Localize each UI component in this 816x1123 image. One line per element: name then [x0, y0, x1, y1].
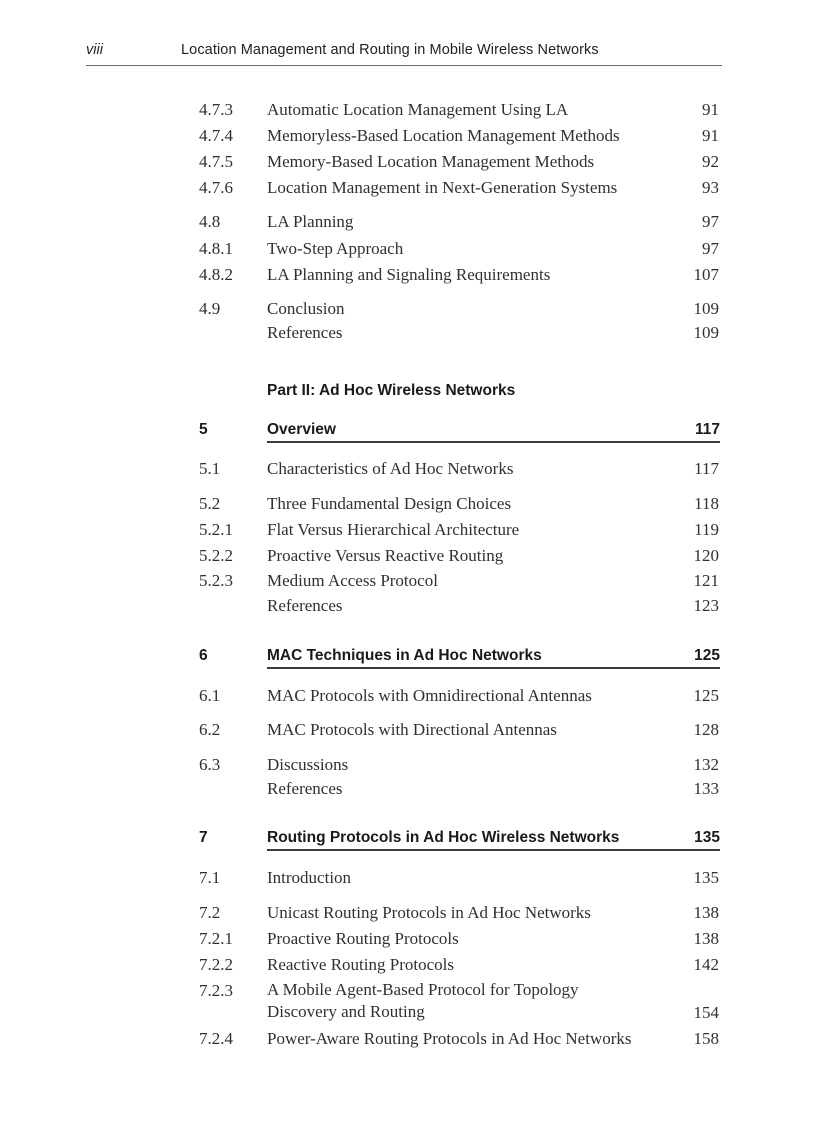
- entry-number: 4.9: [199, 299, 221, 318]
- entry-number: 6.2: [199, 720, 221, 739]
- entry-page: 117: [694, 459, 719, 478]
- chapter-rule: [267, 419, 720, 443]
- entry-number: 4.8.2: [199, 265, 233, 284]
- entry-title-line-2: Discovery and Routing: [267, 1002, 425, 1021]
- entry-title: Two-Step Approach: [267, 239, 404, 258]
- toc-entry[interactable]: [0, 124, 816, 148]
- running-header: [86, 41, 722, 66]
- entry-page: 123: [693, 596, 719, 615]
- entry-page: 97: [702, 239, 719, 258]
- entry-title: Power-Aware Routing Protocols in Ad Hoc Networks: [267, 1029, 632, 1048]
- entry-number: 4.7.6: [199, 178, 233, 197]
- toc-entry[interactable]: [0, 321, 816, 345]
- toc-entry[interactable]: [0, 569, 816, 593]
- chapter-number: 6: [199, 647, 208, 664]
- chapter-page: 125: [694, 647, 720, 664]
- toc-entry[interactable]: [0, 901, 816, 925]
- entry-number: 4.7.3: [199, 100, 233, 119]
- entry-title: Automatic Location Management Using LA: [267, 100, 569, 119]
- entry-title: MAC Protocols with Directional Antennas: [267, 720, 557, 739]
- entry-title: Proactive Versus Reactive Routing: [267, 546, 504, 565]
- entry-title-line-1: A Mobile Agent-Based Protocol for Topology: [267, 980, 579, 999]
- part-heading: Part II: Ad Hoc Wireless Networks: [267, 382, 516, 399]
- entry-number: 4.7.4: [199, 126, 233, 145]
- page-folio: viii: [86, 42, 103, 58]
- entry-title: [267, 979, 579, 1023]
- chapter-title: Routing Protocols in Ad Hoc Wireless Networks: [267, 829, 620, 846]
- entry-number: 5.1: [199, 459, 221, 478]
- chapter-heading[interactable]: [0, 419, 816, 445]
- entry-number: 5.2: [199, 494, 221, 513]
- chapter-page: 135: [694, 829, 720, 846]
- entry-page: 142: [693, 955, 719, 974]
- entry-title: Proactive Routing Protocols: [267, 929, 459, 948]
- toc-entry[interactable]: [0, 753, 816, 777]
- entry-number: 6.3: [199, 755, 221, 774]
- entry-number: 5.2.1: [199, 520, 233, 539]
- toc-entry[interactable]: [0, 457, 816, 481]
- entry-number: 4.8: [199, 212, 221, 231]
- entry-title: References: [267, 596, 343, 615]
- entry-number: 7.2: [199, 903, 221, 922]
- entry-number: 6.1: [199, 686, 221, 705]
- entry-number: 7.2.3: [199, 981, 233, 1000]
- entry-title: Characteristics of Ad Hoc Networks: [267, 459, 514, 478]
- toc-entry[interactable]: [0, 297, 816, 321]
- chapter-rule: [267, 827, 720, 851]
- entry-page: 119: [694, 520, 719, 539]
- entry-page: 97: [702, 212, 719, 231]
- entry-title: Medium Access Protocol: [267, 571, 438, 590]
- toc-entry[interactable]: [0, 98, 816, 122]
- entry-title: Memory-Based Location Management Methods: [267, 152, 595, 171]
- toc-entry[interactable]: [0, 927, 816, 951]
- entry-title: LA Planning: [267, 212, 354, 231]
- toc-entry[interactable]: [0, 866, 816, 890]
- entry-page: 125: [693, 686, 719, 705]
- toc-entry[interactable]: [0, 953, 816, 977]
- entry-page: 91: [702, 126, 719, 145]
- toc-entry[interactable]: [0, 979, 816, 1025]
- entry-title: Introduction: [267, 868, 352, 887]
- entry-page: 154: [693, 1003, 719, 1022]
- entry-page: 107: [693, 265, 719, 284]
- entry-page: 121: [693, 571, 719, 590]
- entry-number: 7.2.1: [199, 929, 233, 948]
- entry-page: 133: [693, 779, 719, 798]
- running-title: Location Management and Routing in Mobile Wireless Networks: [181, 42, 599, 58]
- entry-number: 5.2.2: [199, 546, 233, 565]
- entry-title: Memoryless-Based Location Management Methods: [267, 126, 620, 145]
- entry-page: 132: [693, 755, 719, 774]
- entry-title: Unicast Routing Protocols in Ad Hoc Networks: [267, 903, 591, 922]
- entry-page: 92: [702, 152, 719, 171]
- toc-entry[interactable]: [0, 518, 816, 542]
- entry-title: Discussions: [267, 755, 349, 774]
- entry-page: 135: [693, 868, 719, 887]
- entry-number: 7.1: [199, 868, 221, 887]
- entry-page: 93: [702, 178, 719, 197]
- entry-page: 138: [693, 929, 719, 948]
- toc-entry[interactable]: [0, 210, 816, 234]
- toc-entry[interactable]: [0, 1027, 816, 1051]
- entry-page: 120: [693, 546, 719, 565]
- entry-number: 4.7.5: [199, 152, 233, 171]
- entry-number: 7.2.2: [199, 955, 233, 974]
- toc-entry[interactable]: [0, 594, 816, 618]
- entry-page: 118: [694, 494, 719, 513]
- entry-title: LA Planning and Signaling Requirements: [267, 265, 551, 284]
- entry-title: MAC Protocols with Omnidirectional Antennas: [267, 686, 592, 705]
- entry-title: References: [267, 323, 343, 342]
- entry-page: 91: [702, 100, 719, 119]
- entry-title: References: [267, 779, 343, 798]
- entry-title: Three Fundamental Design Choices: [267, 494, 512, 513]
- entry-page: 128: [693, 720, 719, 739]
- toc-entry[interactable]: [0, 150, 816, 174]
- entry-title: Conclusion: [267, 299, 345, 318]
- entry-page: 138: [693, 903, 719, 922]
- chapter-title: MAC Techniques in Ad Hoc Networks: [267, 647, 542, 664]
- toc-entry[interactable]: [0, 718, 816, 742]
- entry-page: 109: [693, 323, 719, 342]
- chapter-heading[interactable]: [0, 645, 816, 671]
- entry-title: Location Management in Next-Generation Systems: [267, 178, 618, 197]
- toc-entry[interactable]: [0, 237, 816, 261]
- chapter-rule: [267, 645, 720, 669]
- toc-entry[interactable]: [0, 176, 816, 200]
- toc-entry[interactable]: [0, 544, 816, 568]
- toc-entry[interactable]: [0, 684, 816, 708]
- entry-page: 109: [693, 299, 719, 318]
- chapter-title: Overview: [267, 421, 336, 438]
- entry-title: Flat Versus Hierarchical Architecture: [267, 520, 520, 539]
- entry-number: 4.8.1: [199, 239, 233, 258]
- entry-number: 5.2.3: [199, 571, 233, 590]
- chapter-number: 5: [199, 421, 208, 438]
- entry-number: 7.2.4: [199, 1029, 233, 1048]
- toc-entry[interactable]: [0, 777, 816, 801]
- chapter-page: 117: [694, 421, 720, 438]
- toc-entry[interactable]: [0, 263, 816, 287]
- toc-entry[interactable]: [0, 492, 816, 516]
- chapter-number: 7: [199, 829, 208, 846]
- entry-title: Reactive Routing Protocols: [267, 955, 454, 974]
- chapter-heading[interactable]: [0, 827, 816, 853]
- entry-page: 158: [693, 1029, 719, 1048]
